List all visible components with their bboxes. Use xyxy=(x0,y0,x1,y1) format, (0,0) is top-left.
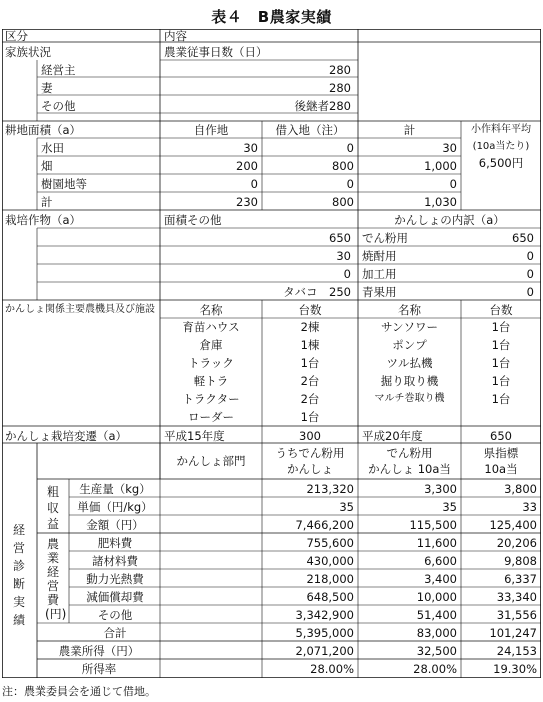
cost-row-b: 11,600 xyxy=(416,536,457,550)
cost-row-name: 肥料費 xyxy=(97,536,133,550)
cost-row-c: 33,340 xyxy=(496,590,537,604)
crops-row-area: 650 xyxy=(329,231,351,245)
land-col-total: 計 xyxy=(403,123,416,137)
crops-row-amount: 0 xyxy=(526,249,534,263)
cost-row-a: 648,500 xyxy=(306,590,354,604)
cost-row-a: 430,000 xyxy=(306,554,354,568)
equipment-right-name: サンソワー xyxy=(381,320,438,334)
ratio-a: 28.00% xyxy=(310,662,354,676)
income-c: 24,153 xyxy=(496,644,537,658)
gross-row-a: 213,320 xyxy=(306,482,354,496)
family-row-value: 280 xyxy=(329,63,351,77)
table-title: 表４ B農家実績 xyxy=(211,8,332,26)
gross-row-name: 金額（円） xyxy=(86,518,144,532)
land-row-own: 230 xyxy=(236,195,258,209)
transition-value-2: 650 xyxy=(490,429,512,443)
land-row-rent: 800 xyxy=(332,159,354,173)
header-naiyo: 内容 xyxy=(164,29,187,43)
ratio-name: 所得率 xyxy=(81,662,117,676)
cost-row-b: 6,600 xyxy=(424,554,457,568)
land-col-own: 自作地 xyxy=(193,123,229,137)
gross-row-b: 3,300 xyxy=(424,482,457,496)
land-col-rent: 借入地（注） xyxy=(275,123,345,137)
crops-col-area: 面積その他 xyxy=(164,213,222,227)
diagnosis-col-a-line2: かんしょ xyxy=(287,462,333,476)
equipment-left-name: 倉庫 xyxy=(199,338,223,352)
diagnosis-label: 経 営 診 断 実 績 xyxy=(12,523,25,627)
income-name: 農業所得（円） xyxy=(58,644,140,658)
diagnosis-col-b-line2: かんしょ 10a当 xyxy=(368,462,451,476)
cost-row-a: 218,000 xyxy=(306,572,354,586)
crops-row-amount: 650 xyxy=(512,231,534,245)
family-row-value: 後継者280 xyxy=(294,99,351,113)
equipment-left-count: 2台 xyxy=(300,392,320,406)
crops-row-amount: 0 xyxy=(526,267,534,281)
crops-col-breakdown: かんしょの内訳（a） xyxy=(394,213,505,227)
land-row-name: 計 xyxy=(41,195,53,209)
diagnosis-col-b-line1: でん粉用 xyxy=(386,446,433,460)
cost-total-name: 合計 xyxy=(103,626,127,640)
equipment-left-count: 2棟 xyxy=(300,320,320,334)
land-row-own: 200 xyxy=(236,159,258,173)
gross-row-b: 35 xyxy=(442,500,457,514)
crops-row-use: 加工用 xyxy=(362,267,397,281)
diagnosis-col-c-line1: 県指標 xyxy=(483,446,519,460)
cost-row-a: 755,600 xyxy=(306,536,354,550)
cost-row-c: 6,337 xyxy=(504,572,537,586)
equipment-right-name: 掘り取り機 xyxy=(380,374,439,388)
crops-row-use: 青果用 xyxy=(362,285,397,299)
land-row-rent: 0 xyxy=(346,141,354,155)
gross-row-b: 115,500 xyxy=(409,518,457,532)
crops-row-area: タバコ 250 xyxy=(283,285,351,299)
equipment-left-count: 1棟 xyxy=(300,338,320,352)
income-a: 2,071,200 xyxy=(295,644,354,658)
crops-row-area: 0 xyxy=(343,267,351,281)
cost-row-a: 3,342,900 xyxy=(295,608,354,622)
gross-row-a: 7,466,200 xyxy=(295,518,354,532)
cost-total-a: 5,395,000 xyxy=(295,626,354,640)
equipment-left-count: 1台 xyxy=(300,410,320,424)
cost-row-c: 31,556 xyxy=(496,608,537,622)
land-side-header: 小作料年平均 xyxy=(471,124,531,135)
equipment-col-count-right: 台数 xyxy=(489,303,513,317)
ratio-b: 28.00% xyxy=(413,662,457,676)
land-row-own: 0 xyxy=(250,177,258,191)
family-row-name: その他 xyxy=(41,99,76,113)
gross-row-c: 125,400 xyxy=(489,518,537,532)
equipment-right-count: 1台 xyxy=(491,338,511,352)
equipment-left-name: トラクター xyxy=(182,392,240,406)
family-row-name: 妻 xyxy=(41,81,53,95)
land-row-rent: 800 xyxy=(332,195,354,209)
land-label: 耕地面積（a） xyxy=(5,123,82,137)
equipment-right-name: ツル払機 xyxy=(386,356,433,370)
equipment-label: かんしょ関係主要農機具及び施設 xyxy=(5,304,155,315)
gross-row-c: 3,800 xyxy=(504,482,537,496)
equipment-right-count: 1台 xyxy=(491,320,511,334)
gross-row-name: 生産量（kg） xyxy=(79,482,151,496)
equipment-left-count: 1台 xyxy=(300,356,320,370)
land-side-subheader: (10a当たり) xyxy=(472,141,530,152)
transition-label: かんしょ栽培変遷（a） xyxy=(5,429,128,443)
crops-row-area: 30 xyxy=(336,249,351,263)
transition-year-1: 平成15年度 xyxy=(164,429,225,443)
cost-row-name: 諸材料費 xyxy=(92,554,138,568)
crops-row-amount: 0 xyxy=(526,285,534,299)
cost-row-name: その他 xyxy=(97,608,133,622)
gross-row-name: 単価（円/kg） xyxy=(77,500,153,514)
equipment-right-count: 1台 xyxy=(491,374,511,388)
table-note: 注：農業委員会を通じて借地。 xyxy=(2,685,156,698)
land-row-total: 1,000 xyxy=(424,159,457,173)
header-kubun: 区分 xyxy=(5,29,28,43)
diagnosis-col-dept: かんしょ部門 xyxy=(176,454,246,468)
cost-row-name: 減価償却費 xyxy=(86,590,144,604)
land-side-value: 6,500円 xyxy=(478,156,524,170)
crops-row-use: でん粉用 xyxy=(362,231,408,245)
gross-row-a: 35 xyxy=(339,500,354,514)
cost-total-c: 101,247 xyxy=(489,626,537,640)
land-row-own: 30 xyxy=(243,141,258,155)
land-row-total: 0 xyxy=(449,177,457,191)
equipment-right-name: マルチ巻取り機 xyxy=(374,393,445,404)
cost-row-b: 51,400 xyxy=(416,608,457,622)
gross-row-c: 33 xyxy=(522,500,537,514)
cost-row-c: 20,206 xyxy=(496,536,537,550)
family-col-header: 農業従事日数（日） xyxy=(164,45,268,59)
cost-row-b: 3,400 xyxy=(424,572,457,586)
equipment-left-count: 2台 xyxy=(300,374,320,388)
crops-row-use: 焼酎用 xyxy=(362,249,397,263)
equipment-col-name-left: 名称 xyxy=(199,303,223,317)
equipment-col-name-right: 名称 xyxy=(398,303,421,317)
farm-results-table xyxy=(2,29,541,678)
diagnosis-col-c-line2: 10a当 xyxy=(484,462,518,476)
income-b: 32,500 xyxy=(416,644,457,658)
land-row-total: 1,030 xyxy=(424,195,457,209)
land-row-name: 水田 xyxy=(41,141,64,155)
family-row-value: 280 xyxy=(329,81,351,95)
transition-year-2: 平成20年度 xyxy=(362,429,423,443)
cost-total-b: 83,000 xyxy=(416,626,457,640)
equipment-left-name: ローダー xyxy=(188,410,234,424)
cost-row-b: 10,000 xyxy=(416,590,457,604)
land-row-total: 30 xyxy=(442,141,457,155)
equipment-left-name: 軽トラ xyxy=(193,374,229,388)
cost-row-name: 動力光熱費 xyxy=(86,572,144,586)
equipment-right-count: 1台 xyxy=(491,356,511,370)
equipment-col-count-left: 台数 xyxy=(298,303,322,317)
equipment-right-count: 1台 xyxy=(491,392,511,406)
crops-label: 栽培作物（a） xyxy=(5,213,82,227)
transition-value-1: 300 xyxy=(299,429,321,443)
family-label: 家族状況 xyxy=(5,45,51,59)
diagnosis-col-a-line1: うちでん粉用 xyxy=(275,446,345,460)
family-row-name: 経営主 xyxy=(41,63,76,77)
land-row-name: 畑 xyxy=(41,159,53,173)
land-row-name: 樹園地等 xyxy=(41,177,87,191)
cost-label: 農 業 経 営 費 (円) xyxy=(45,537,67,621)
ratio-c: 19.30% xyxy=(493,662,537,676)
land-row-rent: 0 xyxy=(346,177,354,191)
equipment-left-name: 育苗ハウス xyxy=(182,320,240,334)
gross-income-label: 粗 収 益 xyxy=(46,485,59,531)
cost-row-c: 9,808 xyxy=(504,554,537,568)
equipment-left-name: トラック xyxy=(188,356,234,370)
equipment-right-name: ポンプ xyxy=(392,338,427,352)
